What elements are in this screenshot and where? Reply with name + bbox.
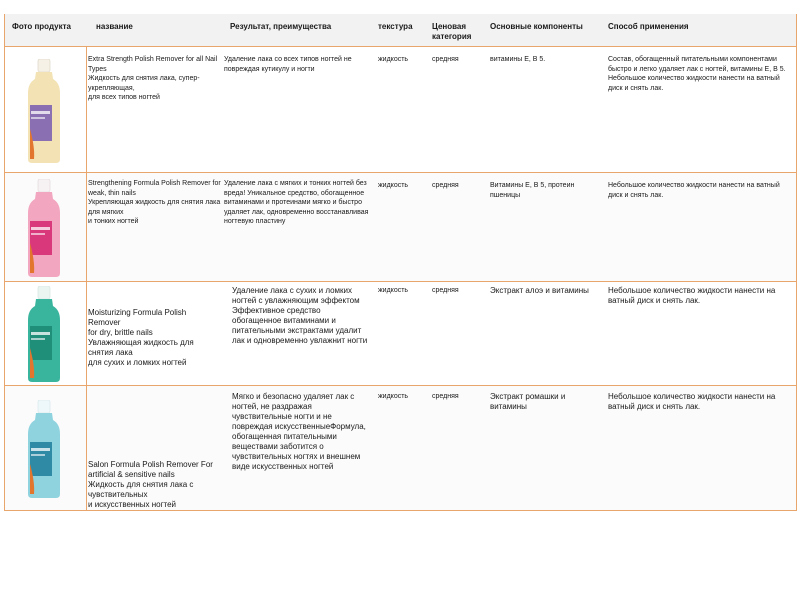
product-name: Salon Formula Polish Remover For artificial & sensitive nails Жидкость для снятия лака с чувствительных и искусственных ногтей: [88, 460, 213, 509]
product-price: средняя: [432, 287, 459, 294]
grid-line: [4, 14, 5, 510]
product-components: витамины E, B 5.: [490, 56, 546, 63]
product-result: Мягко и безопасно удаляет лак с ногтей, не раздражая чувствительные ногти и не повреждая искусственныеФормула, обогащенная питательными веществами заботится о чувствительных ногтях и внешнем виде искусственных ногтей: [232, 392, 366, 471]
product-texture: жидкость: [378, 393, 409, 400]
product-price: средняя: [432, 182, 459, 189]
product-components: Витамины E, B 5, протеин пшеницы: [490, 182, 575, 199]
product-components: Экстракт ромашки и витамины: [490, 392, 566, 411]
product-price: средняя: [432, 393, 459, 400]
table-row: [4, 386, 797, 511]
table-row: [4, 282, 797, 386]
product-usage: Состав, обогащенный питательными компонентами быстро и легко удаляет лак с ногтей, витамины E, B 5. Небольшое количество жидкости нанести на ватный диск и снять лак.: [608, 56, 786, 92]
product-result: Удаление лака с мягких и тонких ногтей без вреда! Уникальное средство, обогащенное витаминами и протеинами мягко и быстро удаляет лак, одновременно восстанавливая ногтевую пластину: [224, 180, 369, 225]
header-usage: Способ применения: [608, 22, 689, 31]
product-result: Удаление лака с сухих и ломких ногтей с увлажняющим эффектом Эффективное средство обогащенное витаминами и питательными экстрактами удалит лак и одновременно увлажнит ногти: [232, 286, 368, 345]
pink-bottle-icon: [26, 179, 62, 277]
product-texture: жидкость: [378, 56, 409, 63]
light-blue-bottle-icon: [26, 400, 62, 498]
product-result: Удаление лака со всех типов ногтей не повреждая кутикулу и ногти: [224, 56, 352, 73]
product-usage: Небольшое количество жидкости нанести на ватный диск и снять лак.: [608, 286, 776, 305]
product-components: Экстракт алоэ и витамины: [490, 286, 589, 295]
product-name: Extra Strength Polish Remover for all Nail Types Жидкость для снятия лака, супер-укрепляющая, для всех типов ногтей: [88, 56, 218, 101]
product-usage: Небольшое количество жидкости нанести на ватный диск и снять лак.: [608, 182, 780, 199]
product-usage: Небольшое количество жидкости нанести на ватный диск и снять лак.: [608, 392, 776, 411]
grid-line: [86, 47, 87, 510]
product-name: Strengthening Formula Polish Remover for weak, thin nails Укрепляющая жидкость для снятия лака для мягких и тонких ногтей: [88, 180, 221, 225]
product-name: Moisturizing Formula Polish Remover for dry, brittle nails Увлажняющая жидкость для снятия лака для сухих и ломких ногтей: [88, 308, 194, 367]
teal-bottle-icon: [26, 286, 62, 382]
product-texture: жидкость: [378, 182, 409, 189]
cream-purple-bottle-icon: [26, 59, 62, 163]
table-row: [4, 173, 797, 282]
header-texture: текстура: [378, 22, 413, 31]
product-price: средняя: [432, 56, 459, 63]
table-row: [4, 47, 797, 173]
header-photo: Фото продукта: [12, 22, 71, 31]
grid-line: [796, 14, 797, 510]
table-header: [4, 14, 797, 47]
header-price: Ценовая категория: [432, 22, 472, 41]
header-components: Основные компоненты: [490, 22, 583, 31]
header-name: название: [96, 22, 133, 31]
product-texture: жидкость: [378, 287, 409, 294]
header-result: Результат, преимущества: [230, 22, 332, 31]
